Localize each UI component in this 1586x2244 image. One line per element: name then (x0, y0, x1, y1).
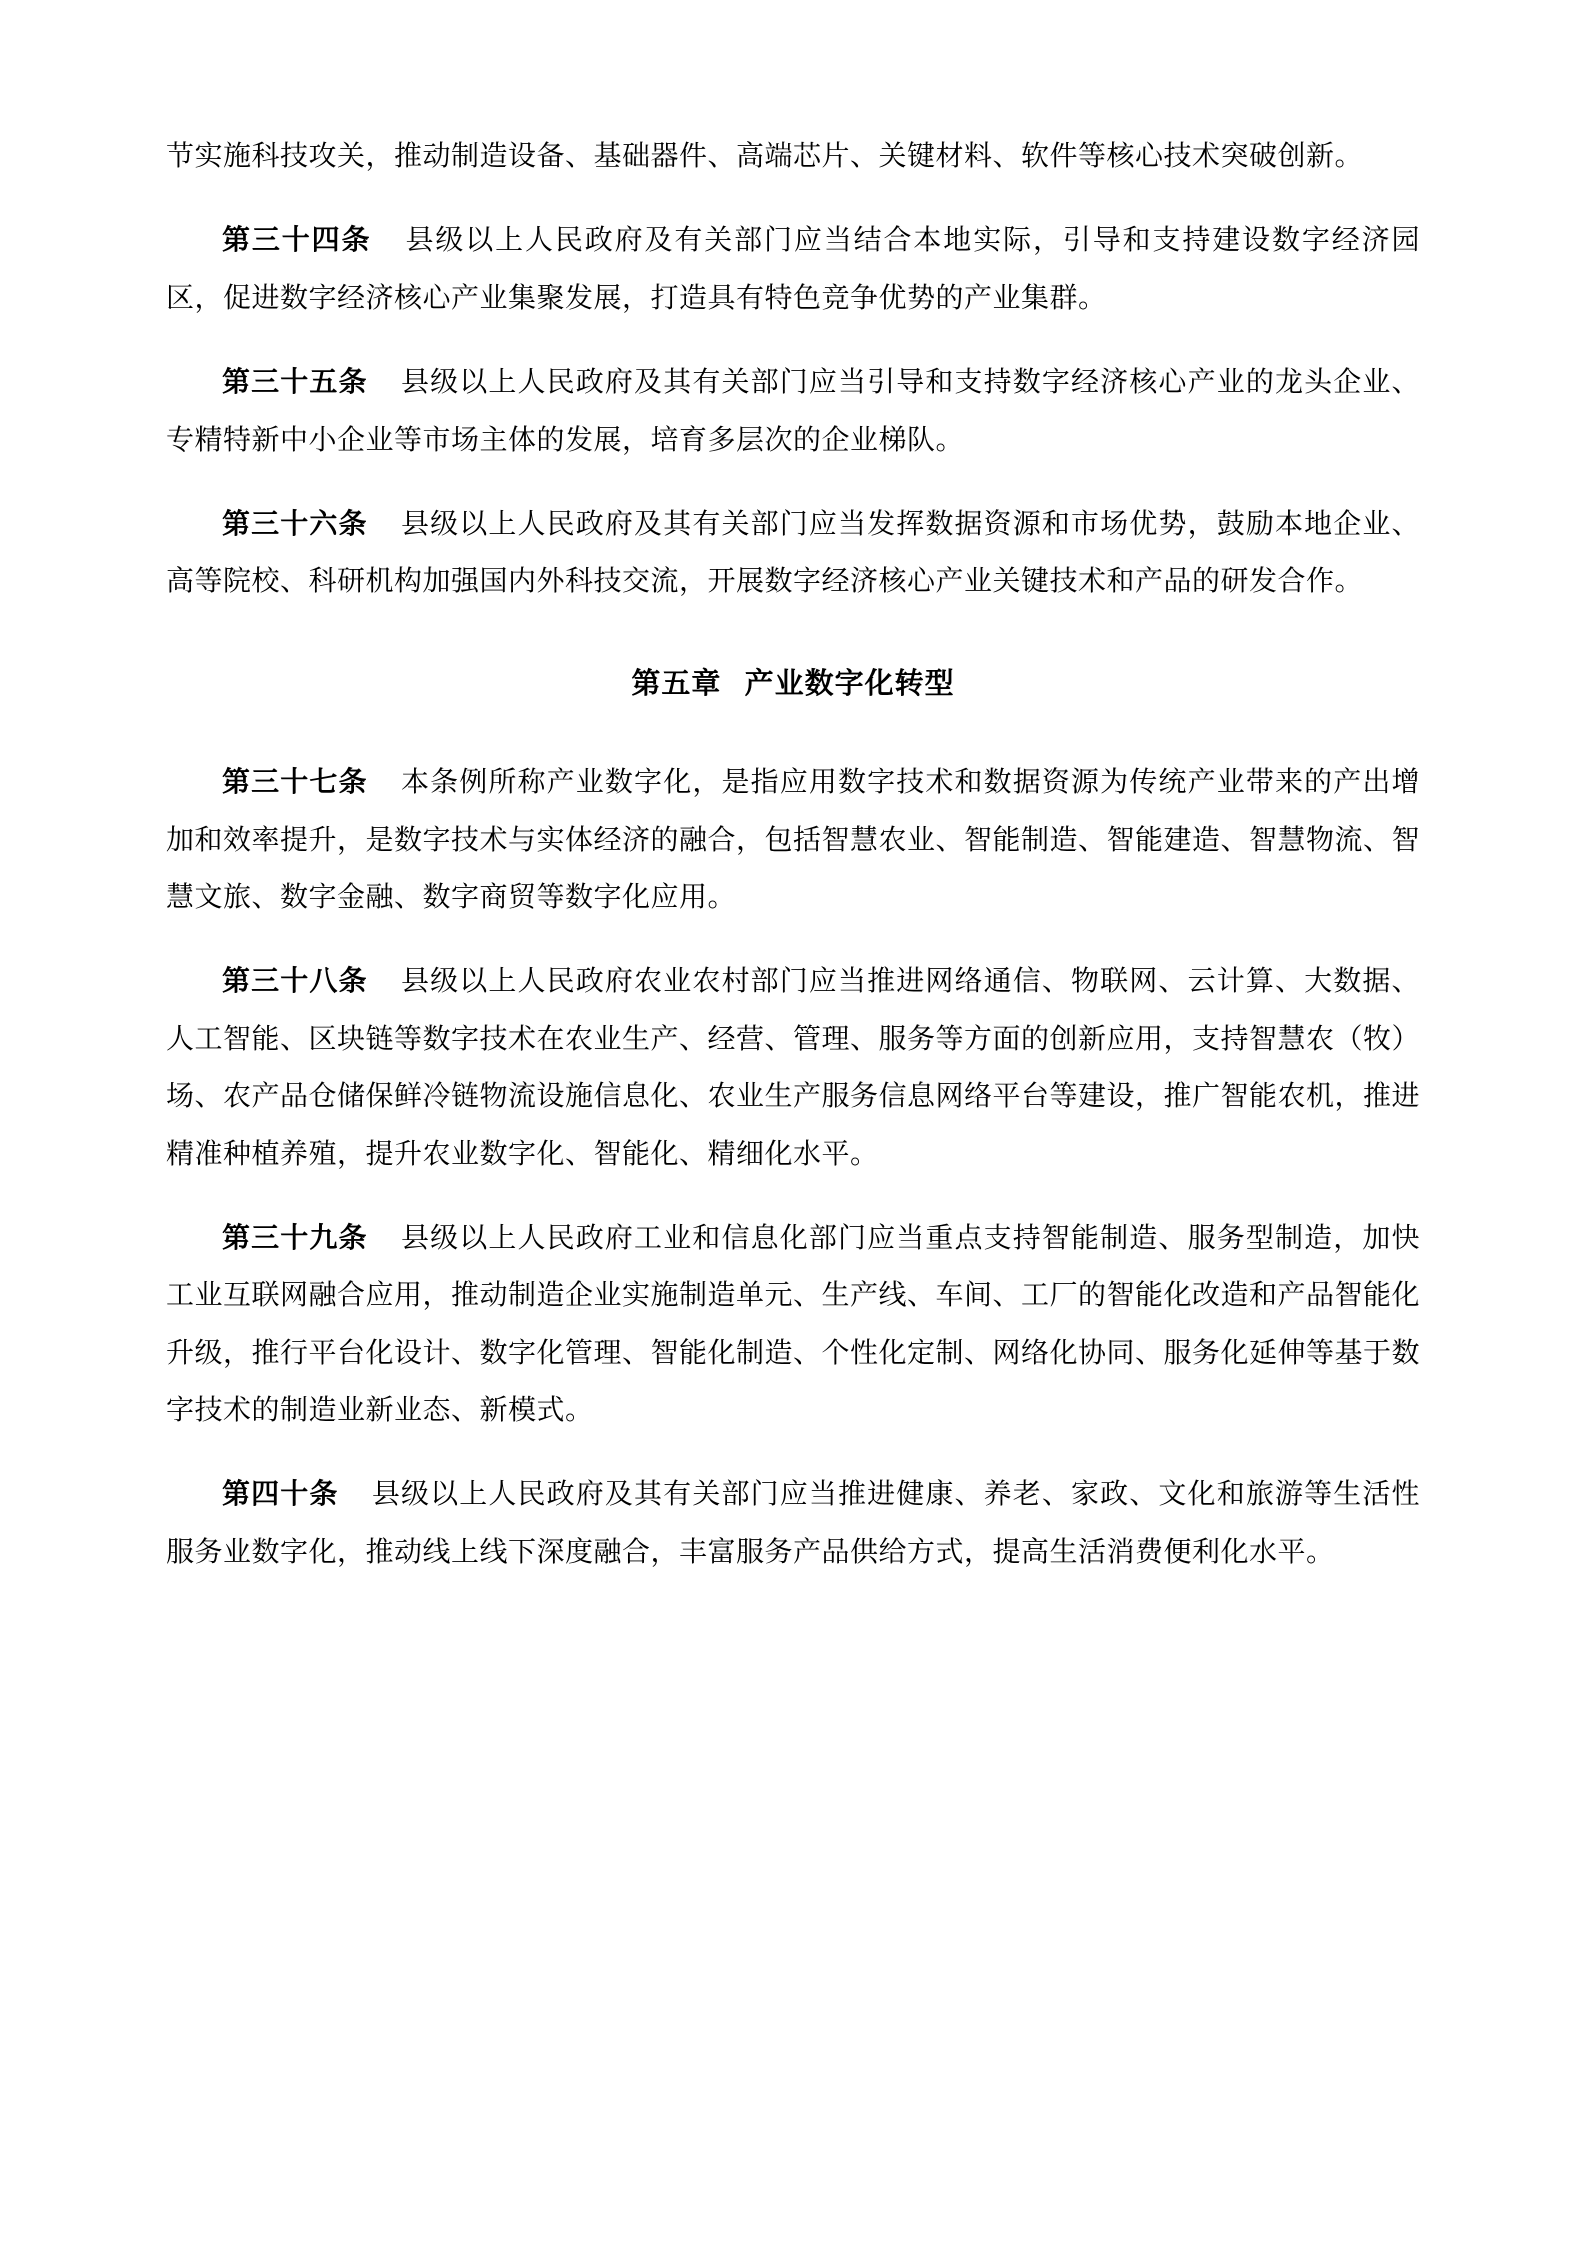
article-text-39: 县级以上人民政府工业和信息化部门应当重点支持智能制造、服务型制造，加快工业互联网融合应用，推动制造企业实施制造单元、生产线、车间、工厂的智能化改造和产品智能化升级，推行平台化设计、数字化管理、智能化制造、个性化定制、网络化协同、服务化延伸等基于数字技术的制造业新业态、新模式。 (166, 1222, 1421, 1427)
article-number-40: 第四十条 (222, 1479, 339, 1511)
article-paragraph-38 (166, 953, 1420, 1183)
article-text-37: 本条例所称产业数字化，是指应用数字技术和数据资源为传统产业带来的产出增加和效率提升，是数字技术与实体经济的融合，包括智慧农业、智能制造、智能建造、智慧物流、智慧文旅、数字金融、数字商贸等数字化应用。 (166, 767, 1421, 913)
article-text-34: 县级以上人民政府及有关部门应当结合本地实际，引导和支持建设数字经济园区，促进数字经济核心产业集聚发展，打造具有特色竞争优势的产业集群。 (166, 225, 1420, 314)
article-paragraph-36 (166, 496, 1420, 611)
continuation-paragraph (166, 128, 1420, 185)
article-number-34: 第三十四条 (222, 225, 372, 257)
article-number-38: 第三十八条 (222, 966, 368, 998)
article-number-36: 第三十六条 (222, 508, 368, 540)
article-text-36: 县级以上人民政府及其有关部门应当发挥数据资源和市场优势，鼓励本地企业、高等院校、科研机构加强国内外科技交流，开展数字经济核心产业关键技术和产品的研发合作。 (166, 508, 1420, 598)
article-text-38: 县级以上人民政府农业农村部门应当推进网络通信、物联网、云计算、大数据、人工智能、区块链等数字技术在农业生产、经营、管理、服务等方面的创新应用，支持智慧农（牧）场、农产品仓储保鲜冷链物流设施信息化、农业生产服务信息网络平台等建设，推广智能农机，推进精准种植养殖，提升农业数字化、智能化、精细化水平。 (166, 966, 1421, 1170)
article-paragraph-39 (166, 1210, 1420, 1440)
continuation-paragraph-text: 节实施科技攻关，推动制造设备、基础器件、高端芯片、关键材料、软件等核心技术突破创新。 (166, 141, 1364, 172)
article-paragraph-37 (166, 754, 1420, 926)
article-number-39: 第三十九条 (222, 1222, 368, 1254)
chapter-heading (166, 655, 1420, 714)
article-number-35: 第三十五条 (222, 367, 368, 399)
article-paragraph-40 (166, 1466, 1420, 1581)
article-number-37: 第三十七条 (222, 767, 368, 799)
document-body (166, 128, 1420, 1581)
chapter-number: 第五章 (631, 667, 722, 700)
article-paragraph-34 (166, 212, 1420, 327)
article-paragraph-35 (166, 354, 1420, 469)
chapter-title: 产业数字化转型 (744, 667, 955, 700)
article-text-35: 县级以上人民政府及其有关部门应当引导和支持数字经济核心产业的龙头企业、专精特新中小企业等市场主体的发展，培育多层次的企业梯队。 (166, 367, 1420, 456)
article-text-40: 县级以上人民政府及其有关部门应当推进健康、养老、家政、文化和旅游等生活性服务业数字化，推动线上线下深度融合，丰富服务产品供给方式，提高生活消费便利化水平。 (166, 1479, 1420, 1568)
